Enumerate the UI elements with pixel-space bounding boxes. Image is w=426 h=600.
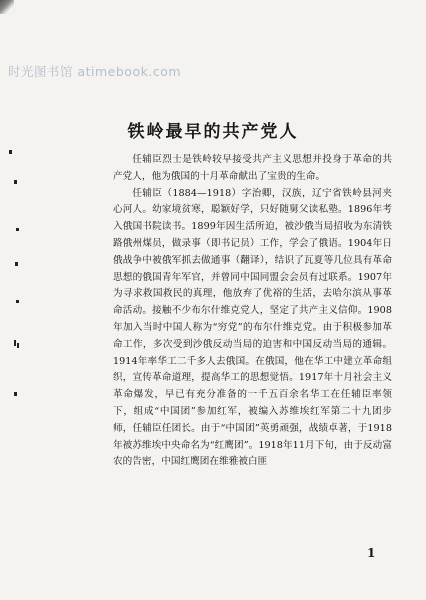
binding-mark: [14, 340, 16, 346]
binding-mark: [16, 300, 19, 303]
article-body: [113, 152, 392, 471]
binding-mark: [17, 343, 19, 348]
paragraph: 任辅臣烈士是铁岭较早接受共产主义思想并投身于革命的共产党人，他为俄国的十月革命献出了宝贵的生命。: [113, 154, 392, 182]
binding-mark: [14, 180, 17, 184]
page-title: 铁岭最早的共产党人: [127, 122, 299, 142]
watermark: 时光图书馆 atimebook.com: [8, 64, 182, 79]
binding-mark: [9, 150, 12, 154]
page-number: 1: [367, 546, 376, 560]
binding-mark: [16, 228, 19, 231]
scan-corner-artifact: [0, 0, 14, 14]
binding-mark: [14, 392, 17, 396]
binding-mark: [15, 262, 18, 266]
paragraph: 任辅臣（1884—1918）字治卿，汉族，辽宁省铁岭县河夹心河人。幼家境贫寒，聪颖好学，只好随舅父读私塾。1896年考入俄国书院读书。1899年因生活所迫，被沙俄当局招收为东清铁路俄州煤员，做录事（即书记员）工作，学会了俄语。1904年日俄战争中被俄军抓去做通事（翻译），结识了瓦夏等几位具有革命思想的俄国青年军官，并曾同中国同盟会会员有过联系。1907年为寻求救国救民的真理，他放弃了优裕的生活，去哈尔滨从事革命活动。接触不少布尔什维克党人，坚定了共产主义信仰。1908年加入当时中国人称为“穷党”的布尔什维克党。由于积极参加革命工作，多次受到沙俄反动当局的迫害和中国反动当局的通辑。1914年率华工二千多人去俄国。在俄国，他在华工中建立革命组织，宣传革命道理，提高华工的思想觉悟。1917年十月社会主义革命爆发，早已有充分准备的一千五百余名华工在任辅臣率领下，组成“中国团”参加红军，被编入苏维埃红军第二十九团步师，任辅臣任团长。由于“中国团”英勇顽强，战绩卓著，于1918年被苏维埃中央命名为“红鹰团”。1918年11月下旬，由于反动富农的告密，中国红鹰团在维雅被白匪: [113, 187, 392, 468]
